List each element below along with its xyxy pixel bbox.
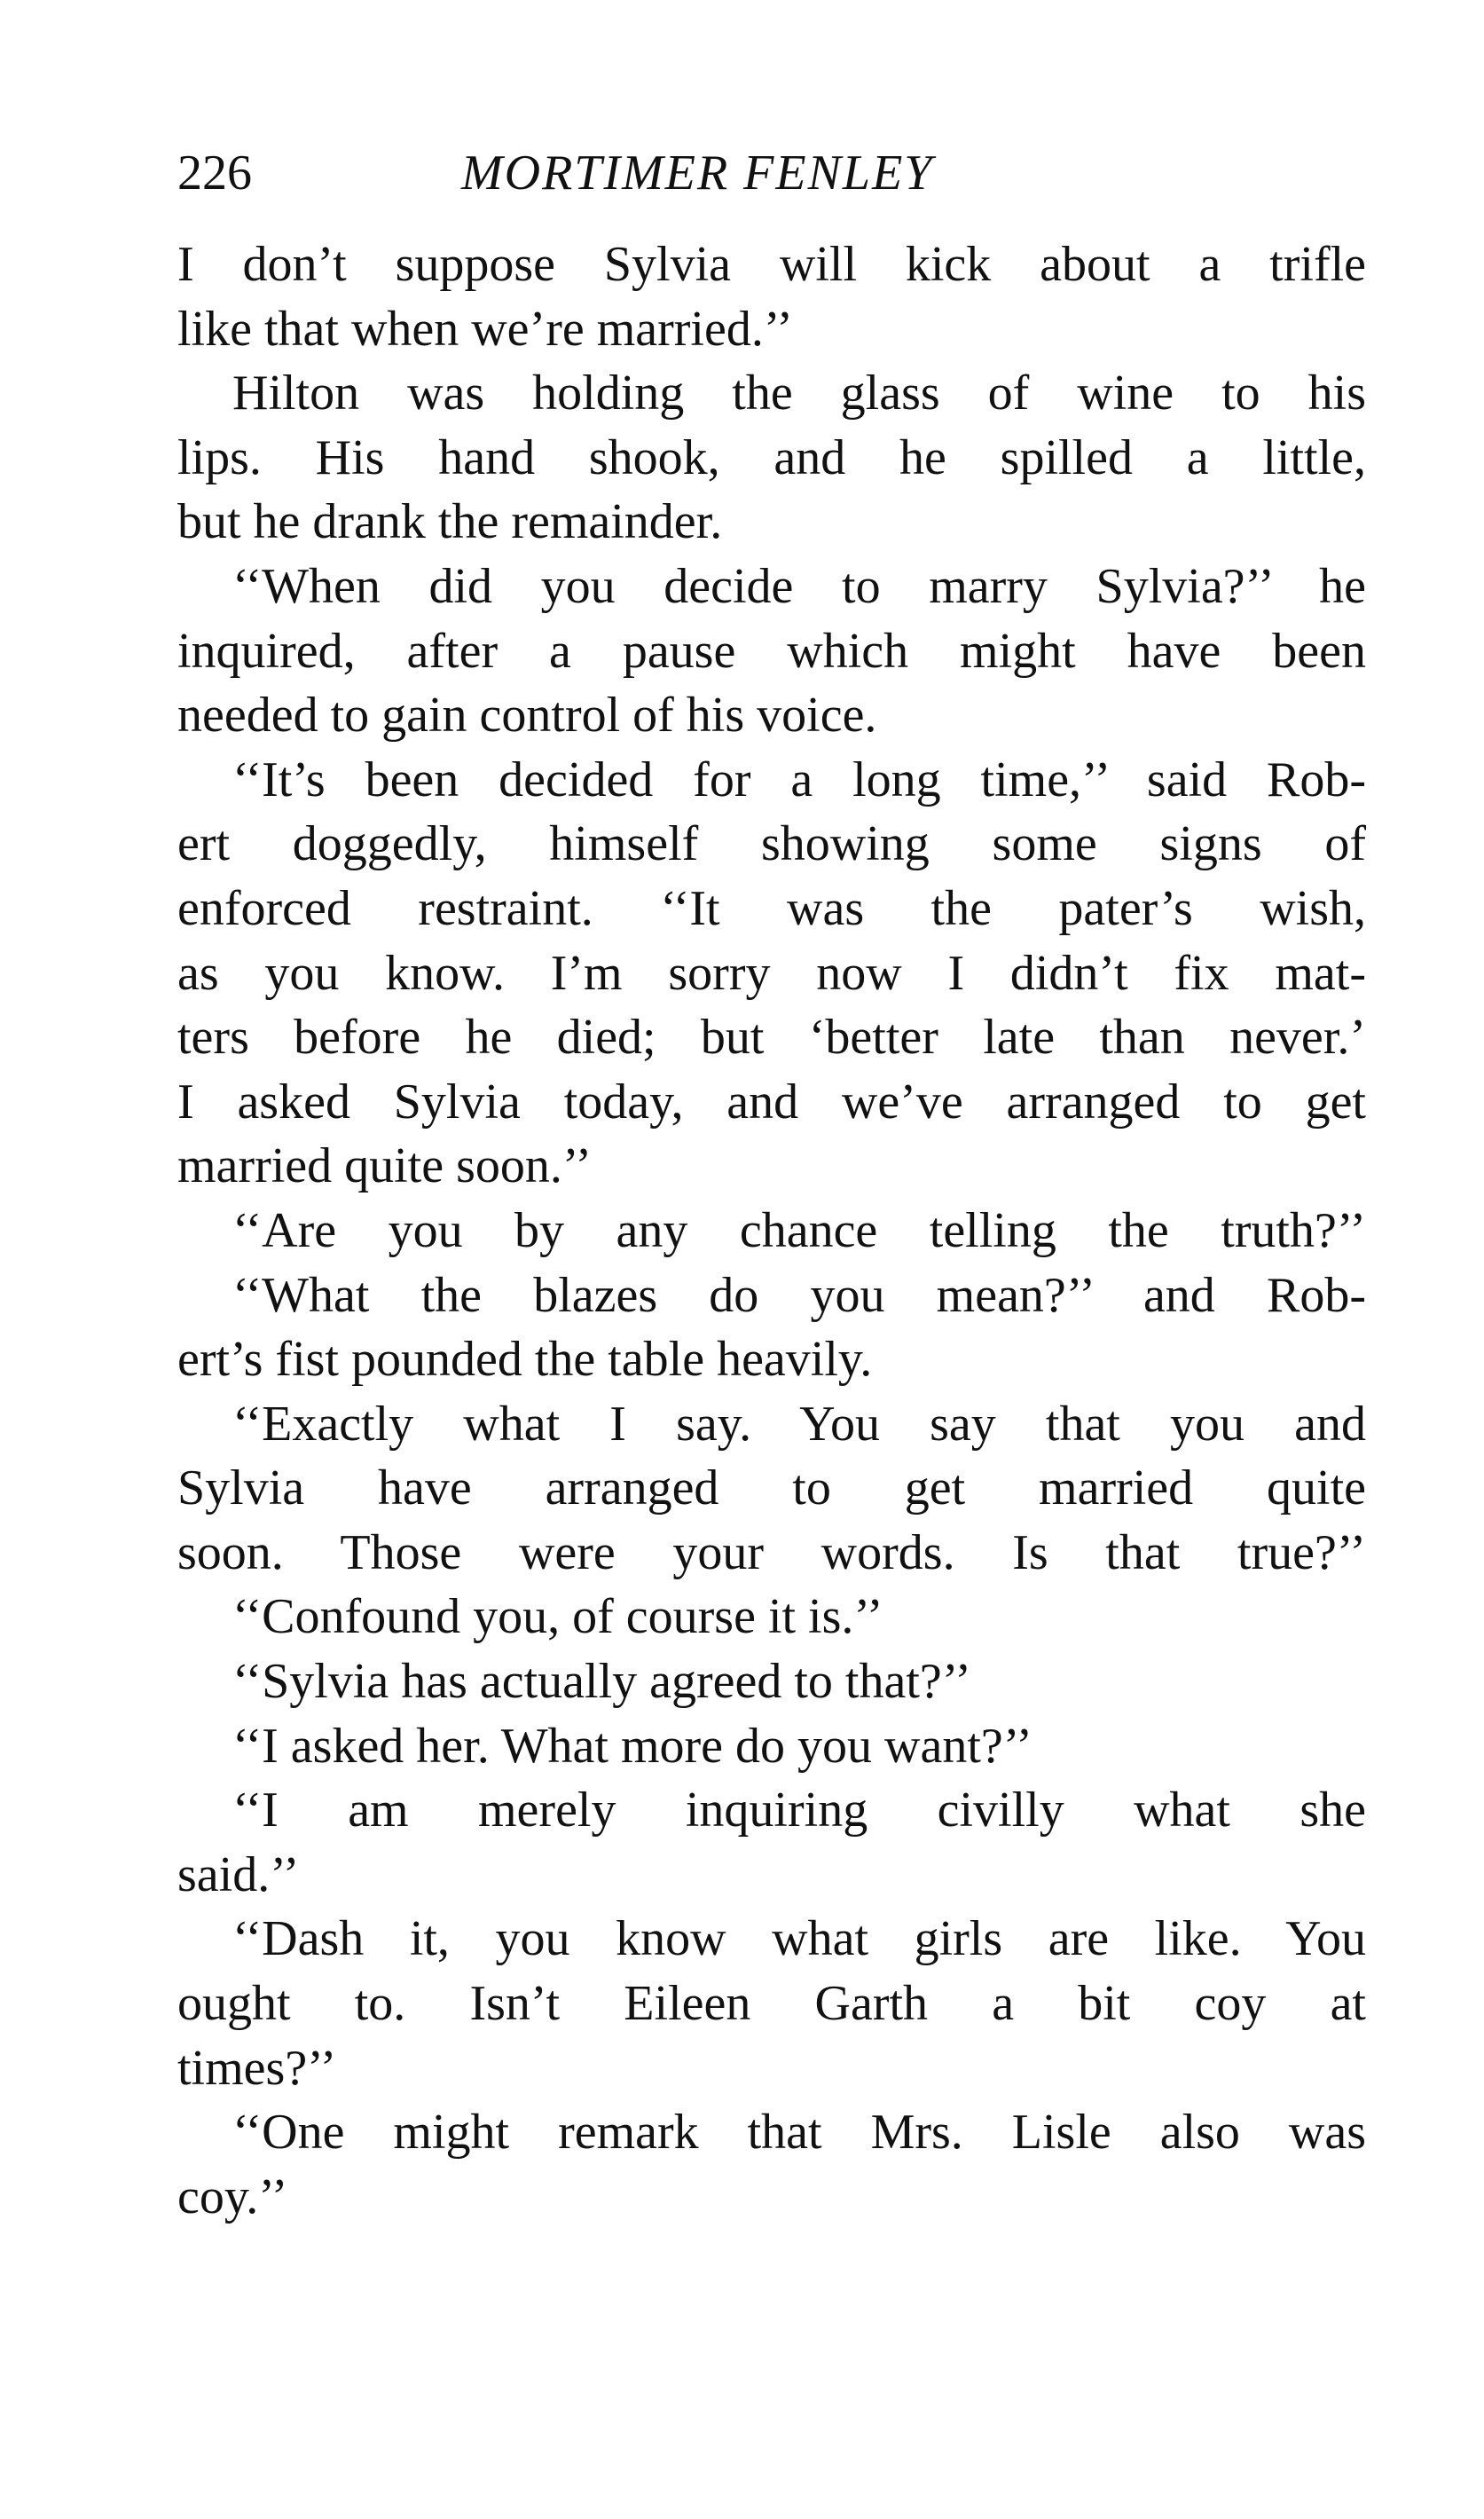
text-line: ought to. Isn’t Eileen Garth a bit coy at <box>177 1976 1366 2032</box>
text-line: lips. His hand shook, and he spilled a little, <box>177 429 1366 485</box>
text-line: said.’’ <box>177 1846 300 1902</box>
text-line: needed to gain control of his voice. <box>177 688 877 744</box>
text-line: soon. Those were your words. Is that true?’’ <box>177 1524 1366 1580</box>
text-line: I don’t suppose Sylvia will kick about a trifle <box>177 237 1366 292</box>
text-line: married quite soon.’’ <box>177 1138 593 1194</box>
page-header <box>177 142 1366 204</box>
body-text <box>177 232 1366 2229</box>
text-line: ‘‘Sylvia has actually agreed to that?’’ <box>232 1654 971 1710</box>
text-line: ‘‘It’s been decided for a long time,’’ said Rob- <box>232 752 1366 807</box>
text-line: ‘‘One might remark that Mrs. Lisle also was <box>232 2105 1366 2161</box>
text-line: Hilton was holding the glass of wine to his <box>232 366 1366 421</box>
text-line: ‘‘What the blazes do you mean?’’ and Rob- <box>232 1267 1366 1323</box>
text-line: like that when we’re married.’’ <box>177 301 793 357</box>
text-line: times?’’ <box>177 2040 337 2096</box>
text-line: ters before he died; but ‘better late than never.’ <box>177 1010 1366 1066</box>
text-line: ‘‘Are you by any chance telling the truth?’’ <box>232 1202 1366 1258</box>
page-number: 226 <box>177 146 252 201</box>
text-line: I asked Sylvia today, and we’ve arranged to get <box>177 1074 1366 1130</box>
text-line: ‘‘When did you decide to marry Sylvia?’’ he <box>232 558 1366 614</box>
text-line: ‘‘I am merely inquiring civilly what she <box>232 1783 1366 1838</box>
text-line: coy.’’ <box>177 2169 288 2224</box>
text-line: enforced restraint. ‘‘It was the pater’s wish, <box>177 880 1366 936</box>
text-line: inquired, after a pause which might have been <box>177 623 1366 679</box>
text-line: ‘‘I asked her. What more do you want?’’ <box>232 1718 1033 1774</box>
text-line: ‘‘Dash it, you know what girls are like. You <box>232 1911 1366 1967</box>
text-line: ‘‘Exactly what I say. You say that you and <box>232 1396 1366 1452</box>
text-line: ‘‘Confound you, of course it is.’’ <box>232 1589 883 1645</box>
running-title: MORTIMER FENLEY <box>461 146 934 201</box>
text-line: as you know. I’m sorry now I didn’t fix mat- <box>177 945 1366 1001</box>
text-line: ert doggedly, himself showing some signs of <box>177 816 1366 872</box>
text-line: ert’s fist pounded the table heavily. <box>177 1332 873 1388</box>
text-line: Sylvia have arranged to get married quite <box>177 1460 1366 1516</box>
text-line: but he drank the remainder. <box>177 494 723 550</box>
